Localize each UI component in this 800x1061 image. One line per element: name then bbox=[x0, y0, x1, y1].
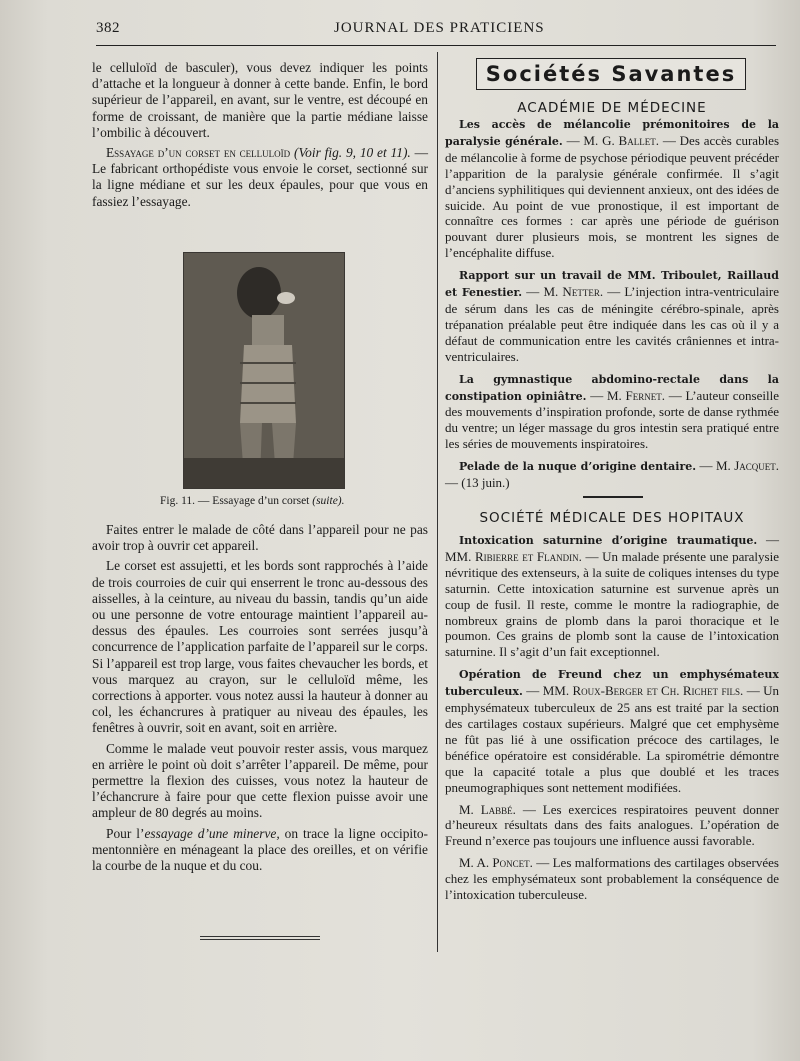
entry-author: — M. G. Ballet. bbox=[566, 132, 659, 148]
corset-photograph bbox=[183, 252, 345, 489]
entry-title: Rapport sur un travail de MM. Triboulet, Raillaud et Fenestier. bbox=[445, 269, 779, 300]
essay-text: — Le fabricant orthopédiste vous envoie le corset, sectionné sur la ligne médiane et sur les deux épaules, pour que vous en fassiez l’essayage. bbox=[92, 145, 428, 209]
entry-title: Pelade de la nuque d’origine dentaire. bbox=[459, 460, 697, 474]
page-header bbox=[96, 20, 772, 42]
society-entry bbox=[445, 458, 779, 491]
minerve-text: on trace la ligne occipito-mentonnière en ménageant la place des oreilles, et on vérifie la courbe de la nuque et du cou. bbox=[92, 825, 428, 874]
entry-text: — Les exercices respiratoires peuvent donner d’heureux résultats dans des faits analogues. L’opération de Freund n’exerce pas toujours une influence aussi favorable. bbox=[445, 801, 780, 849]
left-column-top bbox=[92, 60, 428, 214]
figure-caption-suffix: (suite). bbox=[312, 495, 345, 507]
entry-title: Les accès de mélancolie prémonitoires de la paralysie générale. bbox=[445, 118, 779, 148]
entry-author: — M. Netter. bbox=[526, 284, 604, 300]
entry-text: — Des accès curables de mélancolie à forme de psychose périodique peuvent précéder l’apparition de la paralysie générale confirmée. Il s’agit d’anciens syphilitiques qui deviennent anxieux, ont des idées de suicide. Au point de vue pronostique, il est important de connaître ces formes : car après une période de guérison pouvant durer plusieurs mois, se montrent les signes de l’encéphalite diffuse. bbox=[445, 132, 780, 261]
entry-text: — Un malade présente une paralysie névritique des extenseurs, à la suite de coliques intenses du type saturnin. Cette intoxication saturnine est survenue après un coup de fusil. Il reste, comme le montre la radiographie, de nombreux grains de plomb dans la paroi thoracique et le poumon. Ces grains de plomb sont la cause de l’intoxication saturnine. Il s’agit d’un fait exceptionnel. bbox=[445, 548, 779, 660]
entry-text: — Les malformations des cartilages observées chez les emphysémateux sont probablement la conséquence de l’intoxication tuberculeuse. bbox=[445, 855, 779, 903]
entry-author: — M. Fernet. bbox=[590, 387, 665, 403]
minerve-intro: Pour l’ bbox=[106, 825, 145, 841]
column-divider bbox=[437, 52, 438, 952]
society-entry bbox=[445, 666, 779, 795]
societe-medicale-entries bbox=[445, 532, 779, 909]
entry-text: — (13 juin.) bbox=[445, 475, 510, 491]
entry-title: Intoxication saturnine d’origine traumatique. bbox=[459, 534, 758, 547]
society-entry bbox=[445, 802, 779, 850]
entry-author: — MM. Roux-Berger et Ch. Richet fils. bbox=[526, 683, 744, 699]
left-paragraph-2 bbox=[92, 145, 428, 210]
section-title-societe-medicale: SOCIÉTÉ MÉDICALE DES HOPITAUX bbox=[479, 510, 745, 526]
essay-heading: Essayage d’un corset en celluloïd bbox=[106, 145, 291, 161]
entry-author: M. A. Poncet. bbox=[459, 855, 533, 871]
journal-title: JOURNAL DES PRATICIENS bbox=[334, 20, 545, 36]
minerve-term: essayage d’une minerve, bbox=[144, 825, 280, 841]
figure-reference: (Voir fig. 9, 10 et 11). bbox=[294, 145, 411, 161]
page-number: 382 bbox=[96, 20, 120, 36]
left-paragraph-3: Faites entrer le malade de côté dans l’appareil pour ne pas avoir trop à ouvrir cet appareil. bbox=[92, 522, 428, 554]
academie-entries bbox=[445, 116, 779, 497]
patient-in-corset-image bbox=[184, 253, 344, 488]
header-rule bbox=[96, 45, 776, 46]
entry-author: M. Labbé. bbox=[459, 801, 516, 817]
society-entry bbox=[445, 267, 779, 364]
society-entry bbox=[445, 371, 779, 453]
entry-author: — M. Jacquet. bbox=[699, 458, 780, 474]
entry-title: Opération de Freund chez un emphysémateux tuberculeux. bbox=[445, 668, 779, 699]
entry-title: La gymnastique abdomino-rectale dans la constipation opiniâtre. bbox=[445, 372, 779, 403]
society-entry bbox=[445, 116, 779, 261]
entry-text: — Un emphysémateux tuberculeux de 25 ans est traité par la section des cartilages costaux supérieurs. Malgré que cet emphysème ne fût pas lié à une ossification précoce des cartilages, le bénéfice opératoire est considérable. La spirométrie démontre que la capacité totale a plus que doublé et les traces pneumographiques sont nettement modifiées. bbox=[445, 683, 780, 795]
left-paragraph-4: Le corset est assujetti, et les bords sont rapprochés à l’aide de trois courroies de cuir qui enserrent le tronc au-dessous des aisselles, à la ceinture, au niveau du bassin, tandis qu’un aide ou une personne de votre entourage maintient l’appareil au-dessus des épaules. Les courroies sont serrées jusqu’à concurrence de l’application parfaite de l’appareil sur le corps. Si l’appareil est trop large, vous faites chevaucher les bords, et vous marquez au crayon, sur le celluloïd même, les corrections à apporter. vous notez aussi la hauteur à donner au col, les échancrures à pratiquer au niveau des épaules, les fenêtres à ouvrir, soit en avant, soit en arrière. bbox=[92, 558, 428, 736]
left-paragraph-1: le celluloïd de basculer), vous devez indiquer les points d’attache et la longueur à donner à cette bande. Enfin, le bord supérieur de l’appareil, en avant, sur le ventre, est découpé en forme de croissant, de manière que la partie médiane laisse l’ombilic à découvert. bbox=[92, 60, 428, 140]
societes-savantes-banner: Sociétés Savantes bbox=[476, 58, 746, 90]
left-paragraph-6 bbox=[92, 826, 428, 875]
entry-text: — L’auteur conseille des mouvements d’inspiration profonde, sorte de danse rythmée du ventre; un léger massage du gros intestin sera pratiqué entre les séries de mouvements inspiratoires. bbox=[445, 387, 779, 452]
entry-text: — L’injection intra-ventriculaire de sérum dans les cas de méningite cérébro-spinale, après trépanation préalable peut être indiquée dans les cas où il y a défaut de communication entre les cavités crâniennes et intra-ventriculaires. bbox=[445, 284, 779, 364]
section-separator bbox=[583, 496, 643, 498]
figure-caption bbox=[160, 495, 420, 507]
end-rule-2 bbox=[200, 939, 320, 940]
left-column-bottom bbox=[92, 522, 428, 878]
end-rule bbox=[200, 936, 320, 937]
entry-author: — MM. Ribierre et Flandin. bbox=[445, 532, 779, 564]
society-entry bbox=[445, 532, 779, 660]
section-title-academie: ACADÉMIE DE MÉDECINE bbox=[517, 100, 707, 116]
left-paragraph-5: Comme le malade veut pouvoir rester assis, vous marquez en arrière le point où doit s’arrêter l’appareil. De même, pour permettre la flexion des cuisses, vous notez la hauteur de l’échancrure à faire pour que cette flexion puisse avoir une ampleur de 80 degrés au moins. bbox=[92, 740, 428, 821]
society-entry bbox=[445, 855, 779, 903]
figure-caption-label: Fig. 11. — Essayage d’un corset bbox=[160, 495, 310, 507]
